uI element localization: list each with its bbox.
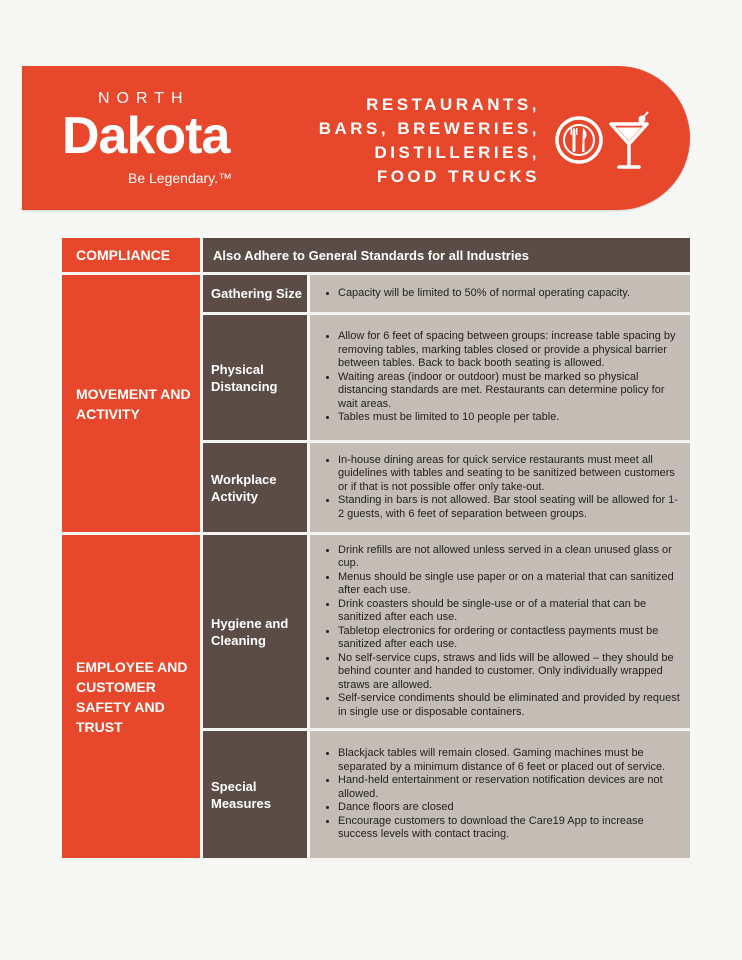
table-header-row <box>62 238 690 275</box>
header-banner <box>22 66 690 210</box>
list-item: • Tabletop electronics for ordering or contactless payments must be sanitized after each use. <box>338 625 682 652</box>
list-item: • No self-service cups, straws and lids will be allowed – they should be behind counter and handed to customer. Only individually wrapped straws are allowed. <box>338 652 682 693</box>
general-standards-header: Also Adhere to General Standards for all Industries <box>203 238 690 275</box>
banner-title-line: RESTAURANTS, <box>366 95 540 114</box>
row-label-hygiene-and-cleaning: Hygiene and Cleaning <box>203 535 310 731</box>
banner-title-line: FOOD TRUCKS <box>376 167 540 186</box>
row-label-workplace-activity: Workplace Activity <box>203 443 310 535</box>
list-item: • Dance floors are closed <box>338 801 682 815</box>
list-item: • Drink refills are not allowed unless served in a clean unused glass or cup. <box>338 544 682 571</box>
list-item: • Hand-held entertainment or reservation notification devices are not allowed. <box>338 774 682 801</box>
row-description <box>310 275 690 315</box>
list-item: • Drink coasters should be single-use or of a material that can be sanitized after each use. <box>338 598 682 625</box>
compliance-header: COMPLIANCE <box>62 238 203 275</box>
logo-dakota-text: Dakota <box>62 107 230 165</box>
list-item: • Waiting areas (indoor or outdoor) must be marked so physical distancing standards are met. Restaurants can determine policy for wait areas. <box>338 371 682 412</box>
table-row <box>62 535 690 731</box>
row-description <box>310 731 690 861</box>
compliance-table <box>62 238 690 861</box>
banner-title-line: DISTILLERIES, <box>374 143 540 162</box>
list-item: • Allow for 6 feet of spacing between groups: increase table spacing by removing tables, marking tables closed or provide a physical barrier between tables. Back to back booth seating is allowed. <box>338 330 682 371</box>
list-item: • Blackjack tables will remain closed. Gaming machines must be separated by a minimum distance of 6 feet or placed out of service. <box>338 747 682 774</box>
row-label-physical-distancing: Physical Distancing <box>203 315 310 443</box>
row-label-gathering-size: Gathering Size <box>203 275 310 315</box>
list-item: • In-house dining areas for quick service restaurants must meet all guidelines with tables and seating to be sanitized between customers or if that is not possible offer only take-out. <box>338 454 682 495</box>
row-description <box>310 315 690 443</box>
row-description <box>310 535 690 731</box>
list-item: • Menus should be single use paper or on a material that can sanitized after each use. <box>338 571 682 598</box>
category-employee-and-customer-safety: EMPLOYEE AND CUSTOMER SAFETY AND TRUST <box>62 535 203 861</box>
list-item: • Capacity will be limited to 50% of normal operating capacity. <box>338 287 682 301</box>
list-item: • Tables must be limited to 10 people per table. <box>338 411 682 425</box>
banner-title <box>319 93 540 189</box>
list-item: • Encourage customers to download the Care19 App to increase success levels with contact tracing. <box>338 815 682 842</box>
list-item: • Self-service condiments should be eliminated and provided by request in single use or disposable containers. <box>338 692 682 719</box>
table-row <box>62 275 690 315</box>
logo-north-text: NORTH <box>98 90 190 107</box>
category-movement-and-activity: MOVEMENT AND ACTIVITY <box>62 275 203 535</box>
plate-fork-knife-and-cocktail-icon <box>555 104 659 176</box>
logo-tagline: Be Legendary.™ <box>128 170 233 186</box>
list-item: • Standing in bars is not allowed. Bar stool seating will be allowed for 1-2 guests, with 6 feet of separation between groups. <box>338 494 682 521</box>
row-label-special-measures: Special Measures <box>203 731 310 861</box>
banner-title-line: BARS, BREWERIES, <box>318 119 540 138</box>
row-description <box>310 443 690 535</box>
